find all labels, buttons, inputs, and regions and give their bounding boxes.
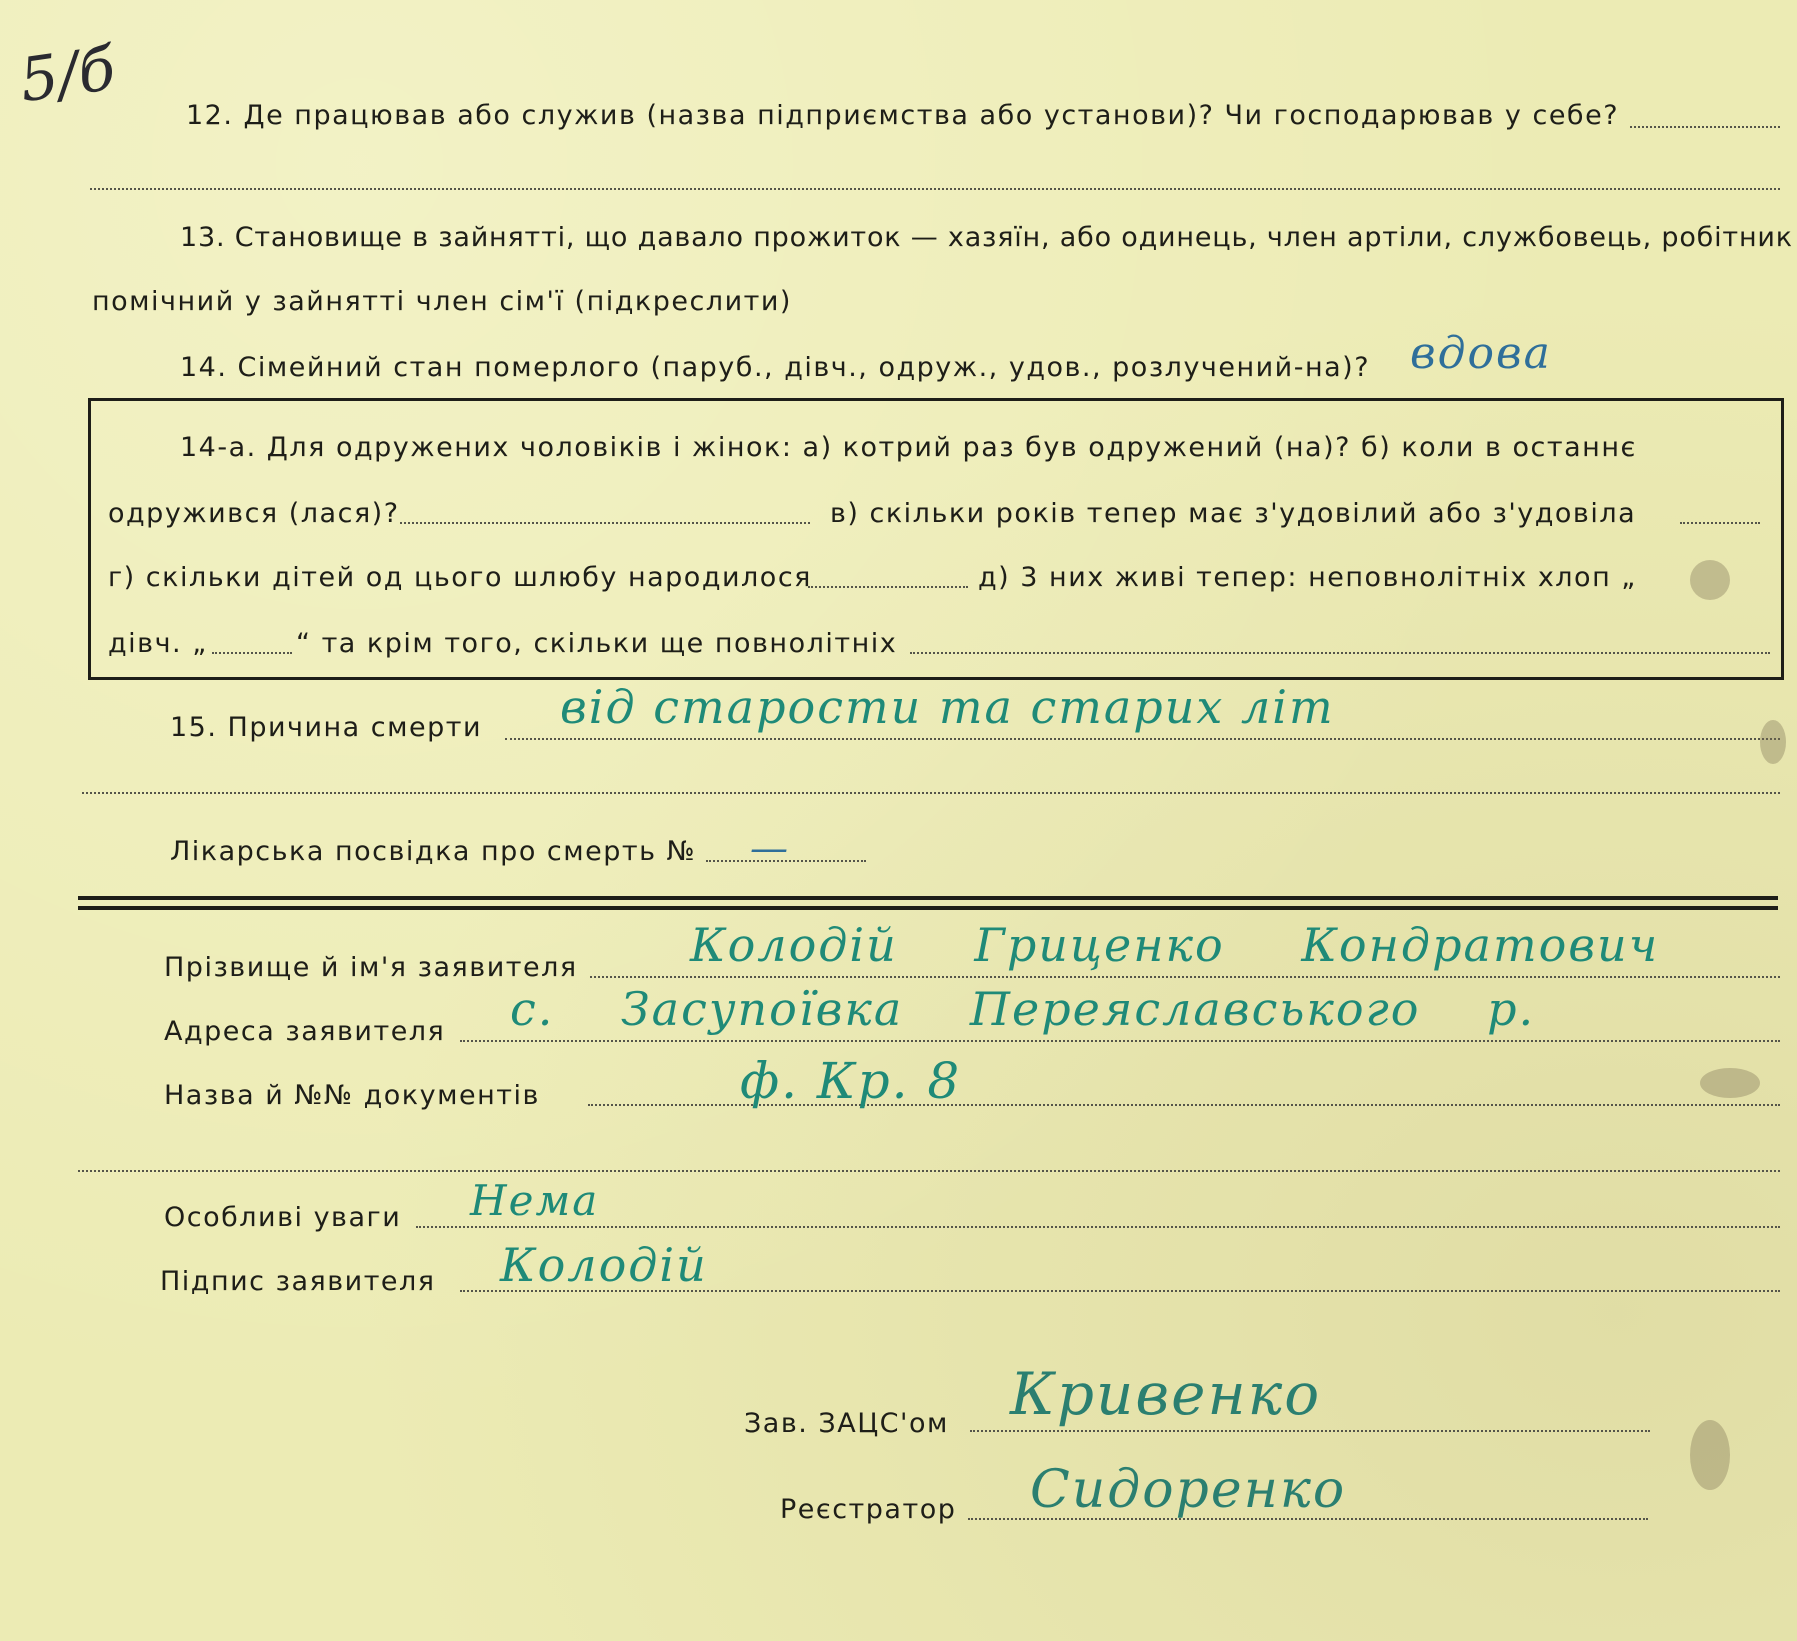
q14a-fill-married	[400, 522, 810, 524]
applicant-signature-label: Підпис заявителя	[160, 1266, 436, 1297]
q14a-line3a: г) скільки дітей од цього шлюбу народилося	[108, 562, 812, 593]
q15-fill-line	[505, 738, 1780, 740]
q13-label-line1: 13. Становище в зайнятті, що давало прожиток — хазяїн, або одинець, член артіли, службовець, робітник	[180, 222, 1793, 253]
q14a-line2b: в) скільки років тепер має з'удовілий або з'удовіла	[830, 498, 1637, 529]
q12-fill-line-2	[90, 188, 1780, 190]
medical-label: Лікарська посвідка про смерть №	[170, 836, 697, 867]
binding-hole	[1700, 1068, 1760, 1098]
binding-hole	[1690, 1420, 1730, 1490]
applicant-docs-label: Назва й №№ документів	[164, 1080, 540, 1111]
head-signature-line	[970, 1430, 1650, 1432]
registrar-signature: Сидоренко	[1030, 1460, 1347, 1520]
applicant-signature-answer: Колодій	[500, 1238, 708, 1292]
applicant-address-fill	[460, 1040, 1780, 1042]
applicant-docs-fill-2	[78, 1170, 1780, 1172]
q14a-line2a: одружився (лася)?	[108, 498, 400, 529]
q12-fill-line	[1630, 126, 1780, 128]
applicant-address-label: Адреса заявителя	[164, 1016, 446, 1047]
q14a-line4b: “ та крім того, скільки ще повнолітніх	[296, 628, 898, 659]
binding-hole	[1690, 560, 1730, 600]
q14a-fill-widowed	[1680, 522, 1760, 524]
divider-rule-top	[78, 896, 1778, 900]
q14a-fill-adults	[910, 652, 1770, 654]
applicant-docs-answer: ф. Кр. 8	[740, 1052, 962, 1110]
applicant-notes-fill	[416, 1226, 1780, 1228]
applicant-address-answer: с. Засупоївка Переяславського р.	[510, 982, 1536, 1036]
head-signature: Кривенко	[1010, 1360, 1322, 1428]
applicant-name-fill	[590, 976, 1780, 978]
q12-label: 12. Де працював або служив (назва підприємства або установи)? Чи господарював у себе?	[186, 100, 1620, 131]
q14a-fill-girls	[212, 652, 292, 654]
corner-page-number: 5/б	[15, 33, 120, 117]
q15-label: 15. Причина смерти	[170, 712, 483, 743]
applicant-name-label: Прізвище й ім'я заявителя	[164, 952, 578, 983]
binding-hole	[1760, 720, 1786, 764]
q15-fill-line-2	[82, 792, 1780, 794]
medical-answer: —	[750, 826, 790, 870]
q15-answer: від старости та старих літ	[560, 680, 1335, 734]
q14a-line1: 14-а. Для одружених чоловіків і жінок: а) котрий раз був одружений (на)? б) коли в останнє	[180, 432, 1637, 463]
registrar-label: Реєстратор	[780, 1494, 957, 1525]
q14a-line4a: дівч. „	[108, 628, 208, 659]
head-label: Зав. ЗАЦС'ом	[744, 1408, 949, 1439]
q13-label-line2: помічний у зайнятті член сім'ї (підкреслити)	[92, 286, 792, 317]
applicant-notes-answer: Нема	[470, 1176, 600, 1225]
divider-rule-bottom	[78, 906, 1778, 910]
q14a-fill-children	[808, 586, 968, 588]
q14a-line3b: д) 3 них живі тепер: неповнолітніх хлоп „	[978, 562, 1637, 593]
q14-answer: вдова	[1410, 328, 1552, 379]
applicant-name-answer: Колодій Гриценко Кондратович	[690, 918, 1660, 972]
q14-label: 14. Сімейний стан померлого (паруб., дівч., одруж., удов., розлучений-на)?	[180, 352, 1371, 383]
applicant-notes-label: Особливі уваги	[164, 1202, 402, 1233]
